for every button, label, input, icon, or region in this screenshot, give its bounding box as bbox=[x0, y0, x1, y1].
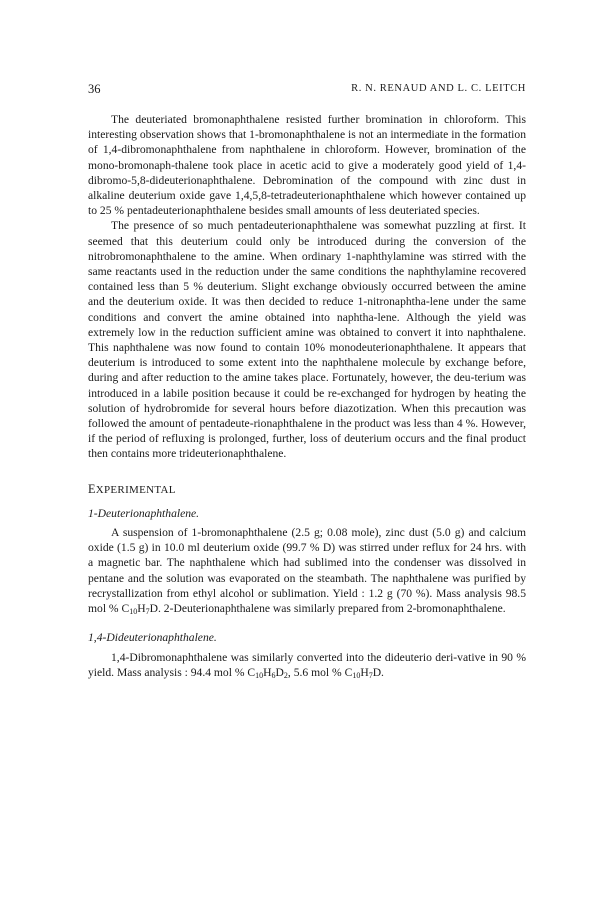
heading-initial: E bbox=[88, 481, 96, 496]
text-run: 2-Deuterionaphthalene was similarly prepared from 2-bromonaphthalene. bbox=[160, 602, 506, 616]
subscript: 7 bbox=[368, 670, 373, 680]
subheading-1-4-dideuterionaphthalene: 1,4-Dideuterionaphthalene. bbox=[88, 631, 217, 645]
paragraph-1-deuterionaphthalene bbox=[88, 525, 526, 616]
section-heading-experimental bbox=[88, 482, 526, 498]
page-number: 36 bbox=[88, 82, 101, 96]
paragraph-bromination: The deuteriated bromonaphthalene resisted further bromination in chloroform. This interesting observation shows that 1-bromonaphthalene is not an intermediate in the formation of 1,4-dibromonaphthalene from naphthalene in chloroform. However, bromination of the mono-bromonaph-thalene took place in acetic acid to give a moderately good yield of 1,4-dibromo-5,8-dideuterionaphthalene. Debromination of the compound with zinc dust in alkaline deuterium oxide gave 1,4,5,8-tetradeuterionaphthalene which however contained up to 25 % pentadeuterionaphthalene besides small amounts of less deuteriated species. bbox=[88, 113, 526, 218]
text-run: A suspension of 1-bromonaphthalene (2.5 g; 0.08 mole), zinc dust (5.0 g) and calcium oxide (1.5 g) in 10.0 ml deuterium oxide (99.7 % D) was stirred under reflux for 24 hrs. with a magnetic bar. The naphthalene which had sublimed into the condenser was dissolved in pentane and the solution was evaporated on the steambath. The naphthalene was purified by recrystallization from ethyl alcohol or sublimation. Yield : 1.2 g (70 %). Mass analysis 98.5 mol % C bbox=[88, 526, 526, 616]
subscript: 6 bbox=[271, 670, 276, 680]
subscript: 7 bbox=[145, 607, 150, 617]
text-run: 1,4-Dibromonaphthalene was similarly converted into the dideuterio deri-vative in 90 % yield. Mass analysis : 94.4 mol % C bbox=[88, 650, 526, 679]
paragraph-pentadeuterio: The presence of so much pentadeuterionaphthalene was somewhat puzzling at first. It seemed that this deuterium could only be introduced during the conversion of the nitrobromonaphthalene to the amine. When ordinary 1-naphthylamine was stirred with the same reactants used in the reduction under the same conditions the naphthylamine recovered contained less than 5 % deuterium. Slight exchange obviously occurred between the amine and the deuterium oxide. It was then decided to reduce 1-nitronaphtha-lene under the same conditions and convert the amine obtained into naphtha-lene. Although the yield was extremely low in the reduction sufficient amine was obtained to convert it into naphthalene. This naphthalene was now found to contain 10% monodeuterionaphthalene. It appears that deuterium is introduced to some extent into the naphthalene molecule by exchange before, during and after reduction to the amine takes place. Fortunately, however, the deu-terium was introduced in a labile position because it could be re-exchanged for hydrogen by heating the solution of hydrobromide for several hours before diazotization. When this precaution was followed the amount of pentadeute-rionaphthalene in the product was less than 4 %. However, if the period of refluxing is prolonged, further, loss of deuterium occurs and the final product then contains more trideuterionaphthalene. bbox=[88, 219, 526, 461]
formula-atom: H bbox=[263, 665, 272, 679]
formula-atom: H bbox=[137, 602, 146, 616]
text-run: , 5.6 mol % C bbox=[287, 665, 353, 679]
subscript: 10 bbox=[352, 670, 361, 680]
subscript: 2 bbox=[283, 670, 288, 680]
article-body bbox=[88, 112, 526, 680]
heading-rest: XPERIMENTAL bbox=[95, 483, 176, 496]
formula-atom: H bbox=[360, 665, 369, 679]
formula-atom: D bbox=[275, 665, 284, 679]
formula-atom: D. bbox=[372, 665, 384, 679]
spacer bbox=[88, 616, 526, 630]
running-head: R. N. RENAUD AND L. C. LEITCH bbox=[351, 83, 526, 94]
paragraph-1-4-dideuterionaphthalene bbox=[88, 650, 526, 680]
formula-atom: D. bbox=[149, 602, 161, 616]
subheading-1-deuterionaphthalene: 1-Deuterionaphthalene. bbox=[88, 506, 200, 520]
subscript: 10 bbox=[255, 670, 264, 680]
subscript: 10 bbox=[129, 607, 138, 617]
